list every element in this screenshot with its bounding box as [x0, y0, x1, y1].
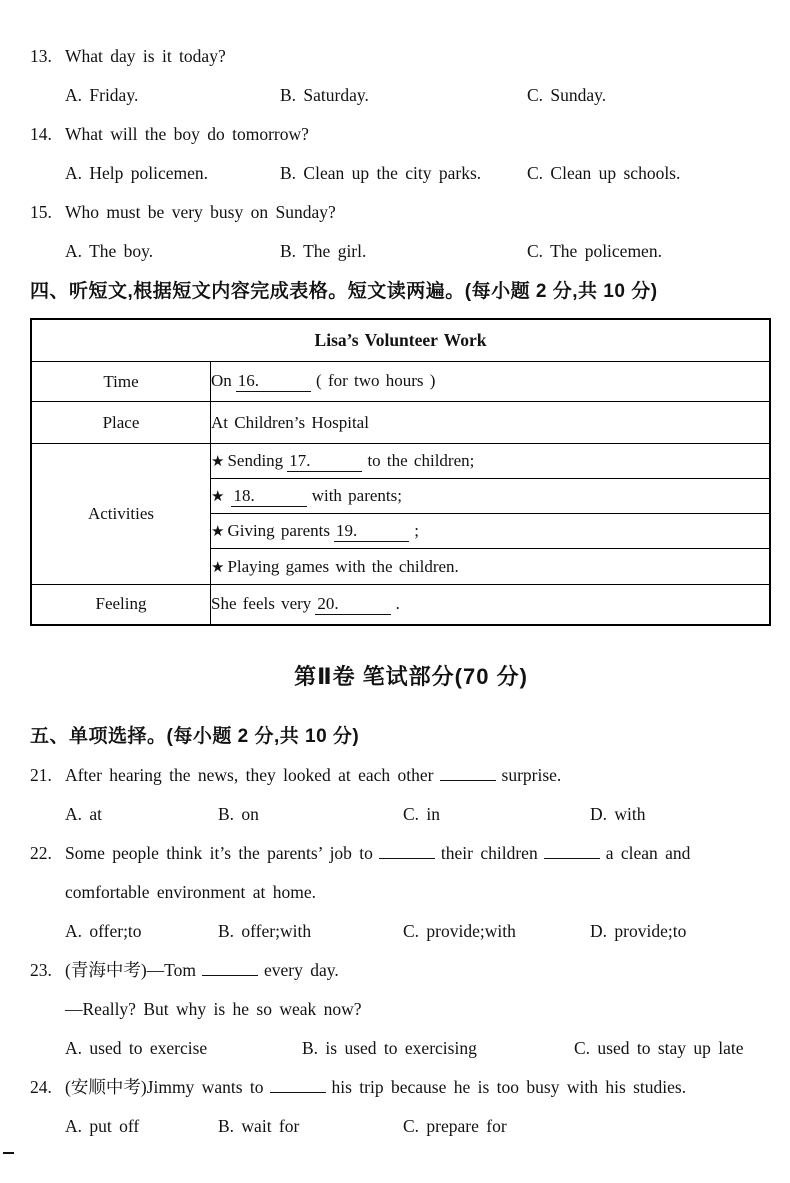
question-15-options [30, 240, 772, 262]
blank-23 [202, 960, 258, 976]
question-23-line-2: —Really? But why is he so weak now? [65, 998, 362, 1019]
place-label: Place [31, 402, 211, 444]
activities-label: Activities [31, 444, 211, 585]
table-row [31, 444, 770, 479]
question-21-pre: After hearing the news, they looked at each other [65, 764, 434, 785]
blank-17: 17. [287, 451, 362, 472]
table-row [31, 585, 770, 625]
option-b: B. The girl. [280, 241, 367, 261]
activity-1 [211, 444, 771, 479]
section-4-heading: 四、听短文,根据短文内容完成表格。短文读两遍。(每小题 2 分,共 10 分) [30, 281, 658, 302]
volunteer-work-table [30, 318, 771, 626]
table-row [31, 362, 770, 402]
activity-1-pre: Sending [227, 450, 284, 470]
activity-3 [211, 514, 771, 549]
question-22-number: 22. [30, 842, 52, 863]
feeling-value [211, 585, 771, 625]
question-22-l1a: Some people think it’s the parents’ job to [65, 842, 373, 863]
activity-1-post: to the children; [367, 450, 475, 470]
option-a: A. The boy. [65, 241, 154, 261]
option-a: A. used to exercise [65, 1037, 208, 1058]
option-d: D. with [590, 803, 646, 824]
question-23-post: every day. [264, 959, 339, 980]
option-b: B. offer;with [218, 920, 312, 941]
question-21-options [30, 803, 772, 825]
blank-24 [270, 1077, 326, 1093]
blank-16: 16. [236, 371, 311, 392]
activity-3-pre: Giving parents [227, 520, 331, 540]
question-22-options [30, 920, 772, 942]
option-c: C. in [403, 803, 441, 824]
option-c: C. The policemen. [527, 241, 662, 261]
question-14 [30, 123, 772, 145]
star-icon: ★ [211, 523, 225, 540]
question-13-options [30, 84, 772, 106]
question-23-options [30, 1037, 772, 1059]
option-b: B. Saturday. [280, 85, 369, 105]
feeling-pre-text: She feels very [211, 593, 312, 613]
activity-3-post: ; [414, 520, 420, 540]
question-24 [30, 1076, 772, 1098]
option-b: B. is used to exercising [302, 1037, 477, 1058]
question-15-number: 15. [30, 202, 52, 222]
option-b: B. Clean up the city parks. [280, 163, 482, 183]
question-23-pre: (青海中考)—Tom [65, 959, 196, 980]
question-23-number: 23. [30, 959, 52, 980]
question-24-number: 24. [30, 1076, 52, 1097]
blank-19: 19. [334, 521, 409, 542]
option-a: A. offer;to [65, 920, 142, 941]
activity-4-text: Playing games with the children. [227, 556, 459, 576]
star-icon: ★ [211, 453, 225, 470]
blank-21 [440, 765, 496, 781]
time-pre-text: On [211, 371, 232, 390]
question-22-line-1 [65, 842, 690, 864]
place-value: At Children’s Hospital [211, 402, 771, 444]
star-icon: ★ [211, 559, 225, 576]
table-row [31, 402, 770, 444]
option-a: A. Help policemen. [65, 163, 209, 183]
question-22 [30, 842, 772, 864]
activity-2-post: with parents; [311, 485, 402, 505]
section-5-heading: 五、单项选择。(每小题 2 分,共 10 分) [30, 725, 360, 747]
question-23 [30, 959, 772, 981]
question-21-text [65, 764, 561, 786]
question-22-l1c: a clean and [605, 842, 691, 863]
option-a: A. Friday. [65, 85, 139, 105]
option-c: C. Clean up schools. [527, 163, 681, 183]
option-a: A. at [65, 803, 103, 824]
blank-22-1 [379, 843, 435, 859]
option-b: B. on [218, 803, 259, 824]
question-13 [30, 45, 772, 67]
option-b: B. wait for [218, 1115, 300, 1136]
question-24-options [30, 1115, 772, 1137]
blank-22-2 [544, 843, 600, 859]
question-15-text: Who must be very busy on Sunday? [65, 202, 336, 222]
table-title: Lisa’s Volunteer Work [31, 319, 770, 362]
table-title-row [31, 319, 770, 362]
feeling-post-text: . [395, 593, 400, 613]
question-14-options [30, 162, 772, 184]
time-post-text: ( for two hours ) [316, 371, 436, 390]
question-14-number: 14. [30, 124, 52, 144]
time-label: Time [31, 362, 211, 402]
option-c: C. provide;with [403, 920, 516, 941]
question-23-line-1 [65, 959, 339, 981]
question-24-text [65, 1076, 686, 1098]
question-24-post: his trip because he is too busy with his studies. [331, 1076, 687, 1097]
question-21-post: surprise. [501, 764, 562, 785]
option-a: A. put off [65, 1115, 140, 1136]
option-c: C. Sunday. [527, 85, 607, 105]
option-c: C. prepare for [403, 1115, 507, 1136]
question-21 [30, 764, 772, 786]
question-13-number: 13. [30, 46, 52, 66]
option-c: C. used to stay up late [574, 1037, 744, 1058]
blank-20: 20. [315, 594, 390, 615]
question-15 [30, 201, 772, 223]
part-2-title: 第Ⅱ卷 笔试部分(70 分) [294, 663, 528, 689]
option-d: D. provide;to [590, 920, 687, 941]
activity-2 [211, 479, 771, 514]
page-edge-mark [3, 1152, 14, 1154]
blank-18: 18. [231, 486, 306, 507]
question-22-line-2: comfortable environment at home. [65, 881, 317, 902]
question-21-number: 21. [30, 764, 52, 785]
question-14-text: What will the boy do tomorrow? [65, 124, 309, 144]
star-icon: ★ [211, 488, 225, 505]
question-24-pre: (安顺中考)Jimmy wants to [65, 1076, 264, 1097]
question-22-l1b: their children [440, 842, 538, 863]
activity-4 [211, 549, 771, 585]
time-value [211, 362, 771, 402]
question-13-text: What day is it today? [65, 46, 226, 66]
feeling-label: Feeling [31, 585, 211, 625]
